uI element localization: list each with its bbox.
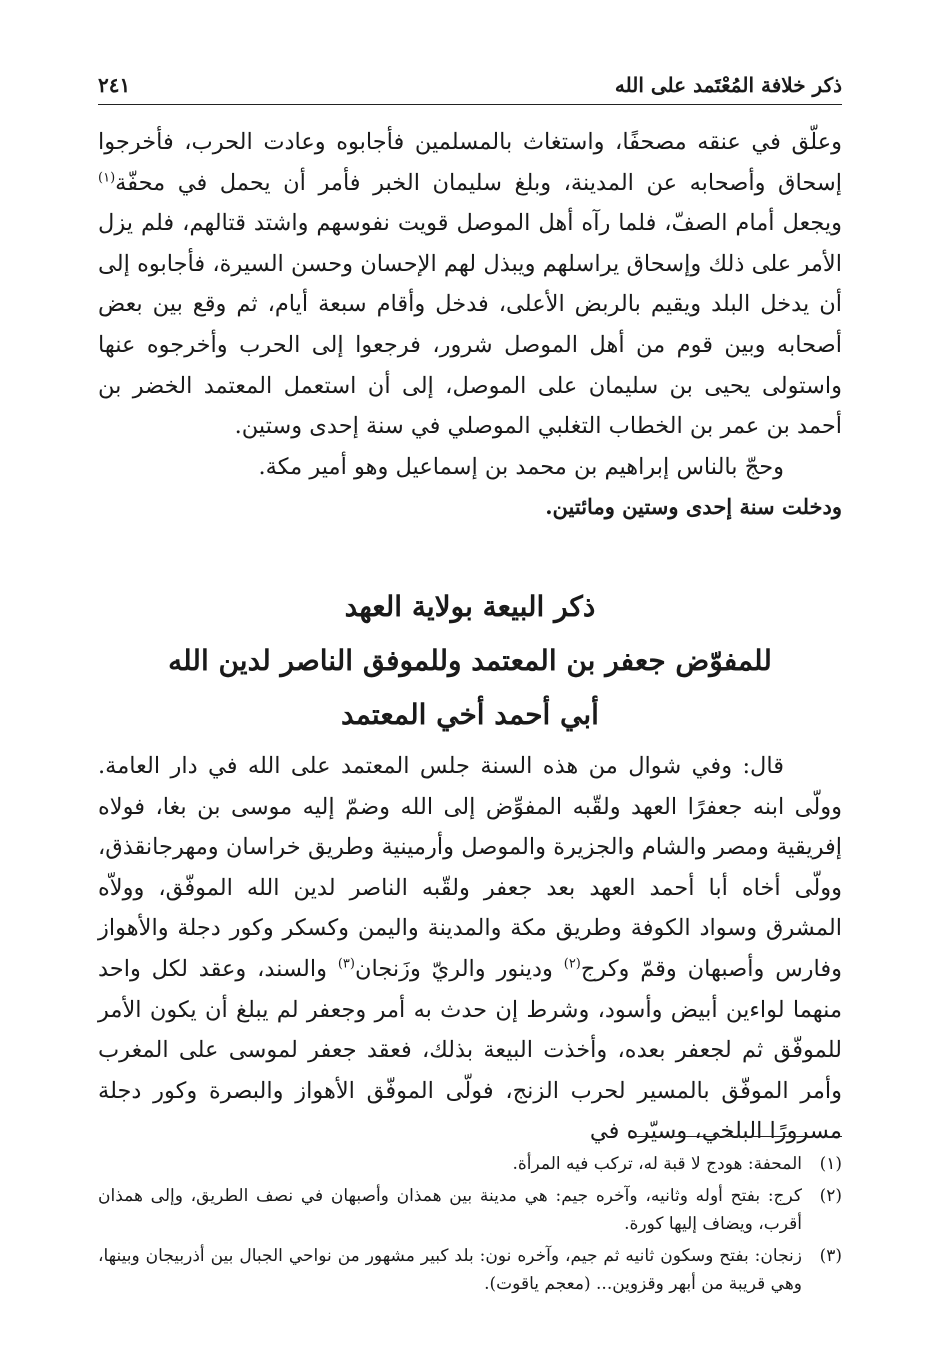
body-text-section xyxy=(98,746,842,1152)
footnote-item xyxy=(98,1242,842,1298)
footnote-marker-2[interactable]: (٢) xyxy=(563,956,581,972)
footnote-rule xyxy=(630,1136,842,1137)
paragraph-year-entry: ودخلت سنة إحدى وستين ومائتين. xyxy=(545,494,842,520)
footnote-text: زنجان: بفتح وسكون ثانيه ثم جيم، وآخره نون: بلد كبير مشهور من نواحي الجبال بين أذربيجان وبينها، وهي قريبة من أبهر وقزوين... (معجم ياقوت). xyxy=(98,1246,802,1294)
footnote-text: كرج: بفتح أوله وثانيه، وآخره جيم: هي مدينة بين همذان وأصبهان في نصف الطريق، وإلى همذان أقرب، ويضاف إليها كورة. xyxy=(98,1186,802,1234)
paragraph-text: ويجعل أمام الصفّ، فلما رآه أهل الموصل قويت نفوسهم واشتد قتالهم، فلم يزل الأمر على ذلك وإسحاق يراسلهم ويبذل لهم الإحسان وحسن السيرة، فأجابوه إلى أن يدخل البلد ويقيم بالربض الأعلى، فدخل وأقام سبعة أيام، ثم وقع بين بعض أصحابه وبين قوم من أهل الموصل شرور، فرجعوا إلى الحرب وأخرجوه عنها واستولى يحيى بن سليمان على الموصل، إلى أن استعمل المعتمد الخضر بن أحمد بن عمر بن الخطاب التغلبي الموصلي في سنة إحدى وستين. xyxy=(98,210,842,440)
section-heading-line-1: ذكر البيعة بولاية العهد xyxy=(344,590,596,623)
paragraph-text: والسند، وعقد لكل واحد منهما لواءين أبيض وأسود، وشرط إن حدث به أمر وجعفر لم يبلغ أن يكون الأمر للموفّق ثم لجعفر بعده، وأخذت البيعة بذلك، فعقد جعفر لموسى على المغرب وأمر الموفّق بالمسير لحرب الزنج، فولّى الموفّق الأهواز والبصرة وكور دجلة مسرورًا البلخي، وسيّره في xyxy=(98,955,842,1145)
paragraph-text: قال: وفي شوال من هذه السنة جلس المعتمد على الله في دار العامة. وولّى ابنه جعفرًا العهد ولقّبه المفوِّض إلى الله وضمّ إليه موسى بن بغا، فولاه إفريقية ومصر والشام والجزيرة والموصل وأرمينية وطريق خراسان ومهرجانقذق، وولّى أخاه أبا أحمد العهد بعد جعفر ولقّبه الناصر لدين الله الموفّق، وولاّه المشرق وسواد الكوفة وطريق مكة والمدينة واليمن وكسكر وكور دجلة والأهواز وفارس وأصبهان وقمّ وكرج xyxy=(98,753,843,982)
footnote-number: (١) xyxy=(819,1154,842,1174)
running-head-title: ذكر خلافة المُعْتَمد على الله xyxy=(614,73,842,97)
paragraph-mosul-siege xyxy=(98,122,842,447)
footnote-item xyxy=(98,1150,842,1178)
paragraph-text: وعلّق في عنقه مصحفًا، واستغاث بالمسلمين فأجابوه وعادت الحرب، فأخرجوا إسحاق وأصحابه عن المدينة، وبلغ سليمان الخبر فأمر أن يحمل في محفّة xyxy=(98,129,842,196)
header-rule xyxy=(98,104,842,105)
section-heading xyxy=(98,580,842,742)
paragraph-bayaa xyxy=(98,746,842,1152)
running-head xyxy=(98,68,842,102)
body-text-top xyxy=(98,122,842,528)
footnote-number: (٣) xyxy=(819,1246,842,1266)
section-heading-line-2: للمفوّض جعفر بن المعتمد وللموفق الناصر لدين الله xyxy=(168,644,772,677)
paragraph-text: ودينور والريّ وزَنجان xyxy=(354,955,564,982)
section-heading-line-3: أبي أحمد أخي المعتمد xyxy=(341,698,599,731)
footnote-marker-1[interactable]: (١) xyxy=(98,170,116,186)
page-number: ٢٤١ xyxy=(98,73,131,97)
footnote-number: (٢) xyxy=(819,1186,842,1206)
footnotes xyxy=(98,1150,842,1302)
footnote-item xyxy=(98,1182,842,1238)
paragraph-hajj: وحجّ بالناس إبراهيم بن محمد بن إسماعيل وهو أمير مكة. xyxy=(258,453,784,480)
footnote-marker-3[interactable]: (٣) xyxy=(337,956,355,972)
footnote-text: المحفة: هودج لا قبة له، تركب فيه المرأة. xyxy=(512,1154,802,1174)
